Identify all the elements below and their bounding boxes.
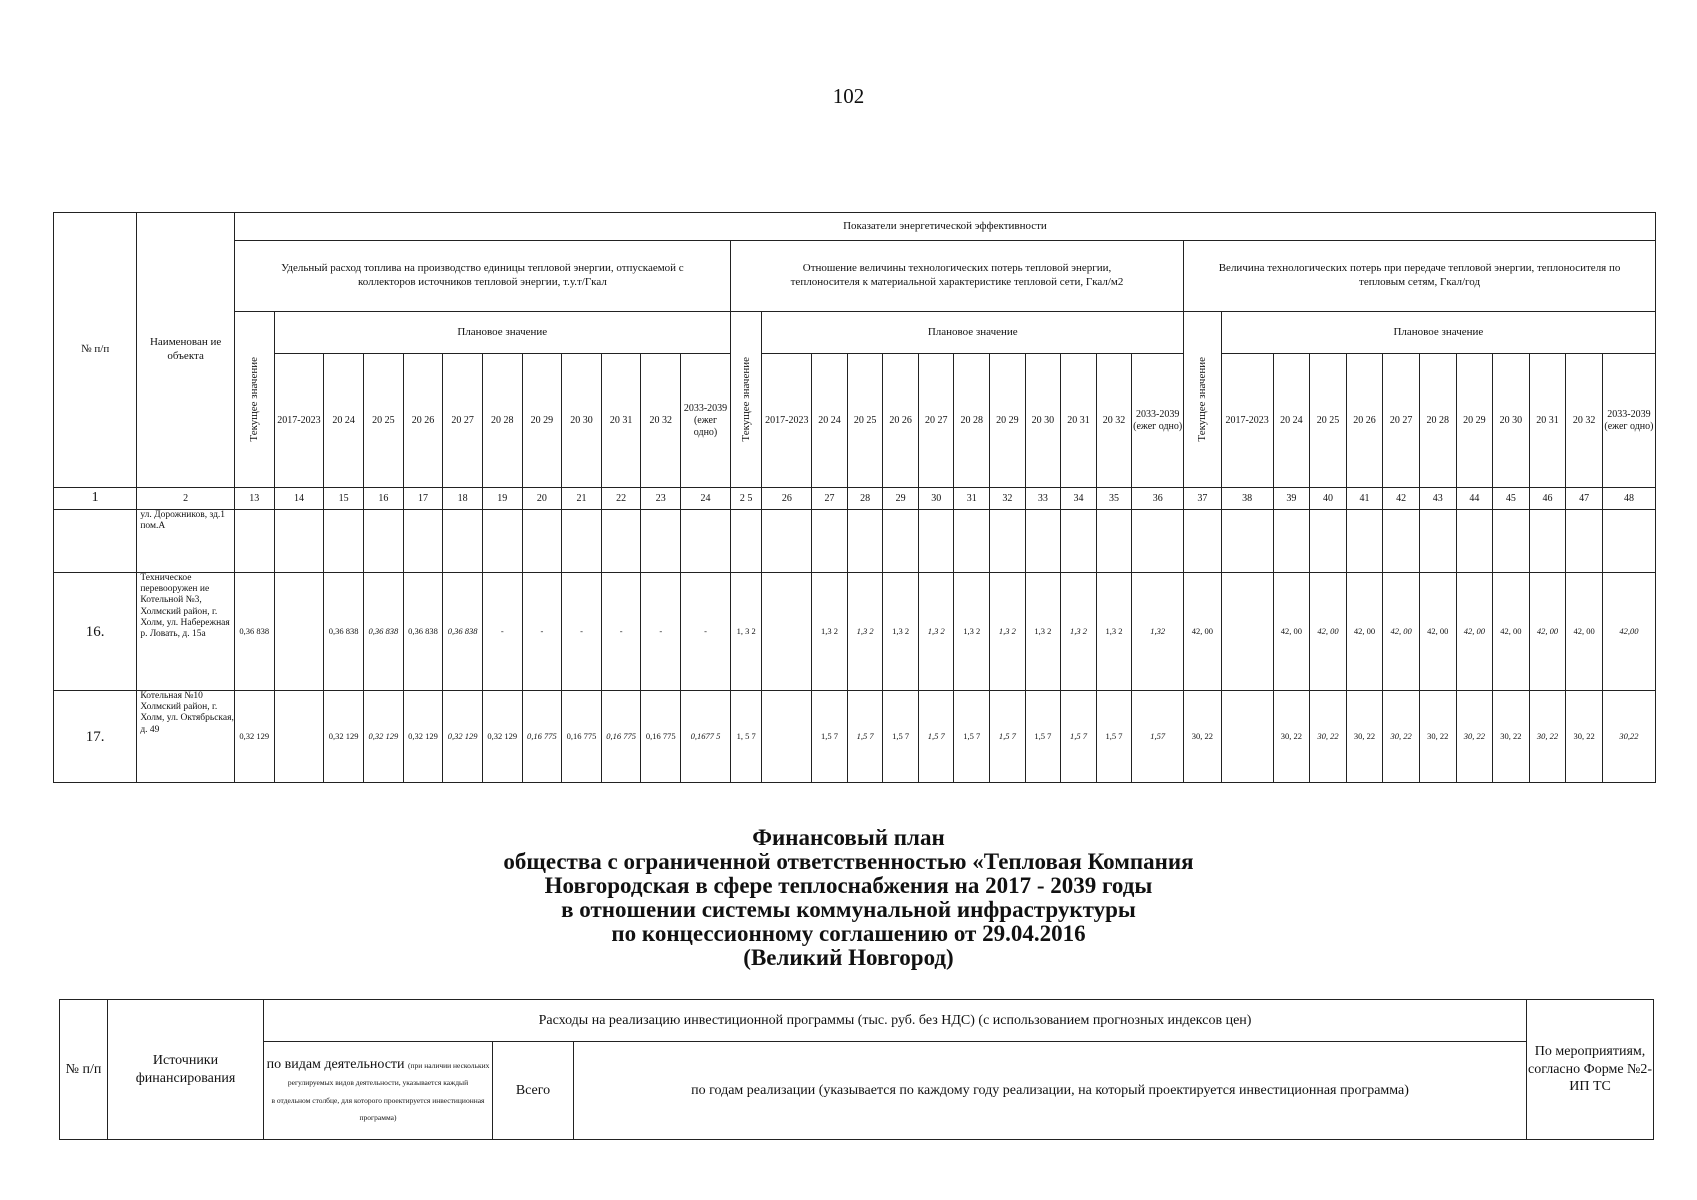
value-cell (1221, 510, 1273, 573)
value-cell: 1,3 2 (883, 573, 919, 691)
value-cell: 1,3 2 (1025, 573, 1061, 691)
value-cell: 0,16 775 (562, 691, 602, 783)
column-number: 16 (364, 488, 404, 510)
year-header: 2017-2023 (762, 354, 812, 488)
value-cell (1602, 510, 1655, 573)
value-cell (1184, 510, 1222, 573)
value-cell (482, 510, 522, 573)
current-value-header-1: Текущее значение (234, 312, 274, 488)
financial-plan-table (59, 999, 1654, 1140)
plan-value-header-3: Плановое значение (1221, 312, 1655, 354)
value-cell (274, 510, 324, 573)
column-number: 13 (234, 488, 274, 510)
value-cell: 30, 22 (1273, 691, 1310, 783)
year-header: 20 27 (918, 354, 954, 488)
by-activity-note-2: в отдельном столбце, для которого проектируется инвестиционная программа) (271, 1095, 485, 1122)
column-number: 48 (1602, 488, 1655, 510)
value-cell (681, 510, 731, 573)
value-cell: 0,32 129 (403, 691, 443, 783)
value-cell: 1, 5 7 (730, 691, 762, 783)
value-cell: 42, 00 (1346, 573, 1383, 691)
column-number: 35 (1096, 488, 1132, 510)
year-header: 20 26 (403, 354, 443, 488)
value-cell (1566, 510, 1603, 573)
value-cell (762, 573, 812, 691)
column-number: 40 (1310, 488, 1347, 510)
column-number: 2 (137, 488, 235, 510)
value-cell: 1,57 (1132, 691, 1184, 783)
value-cell: 42, 00 (1310, 573, 1347, 691)
value-cell (1061, 510, 1097, 573)
column-number: 23 (641, 488, 681, 510)
value-cell: 0,36 838 (364, 573, 404, 691)
value-cell (364, 510, 404, 573)
current-value-header-3: Текущее значение (1184, 312, 1222, 488)
column-number: 15 (324, 488, 364, 510)
value-cell (1132, 510, 1184, 573)
value-cell: 30, 22 (1346, 691, 1383, 783)
column-number: 36 (1132, 488, 1184, 510)
year-header: 20 25 (1310, 354, 1347, 488)
value-cell (762, 691, 812, 783)
section-header-fuel-consumption: Удельный расход топлива на производство единицы тепловой энергии, отпускаемой с коллекторов источников тепловой энергии, т.у.т/Гкал (234, 241, 730, 312)
by-activity-note-1: (при наличии нескольких регулируемых видов деятельности, указывается каждый (287, 1060, 490, 1087)
value-cell (762, 510, 812, 573)
value-cell: 0,32 129 (324, 691, 364, 783)
column-number: 24 (681, 488, 731, 510)
value-cell: 0,32 129 (482, 691, 522, 783)
value-cell: 42, 00 (1566, 573, 1603, 691)
value-cell: 0,36 838 (403, 573, 443, 691)
value-cell (274, 573, 324, 691)
value-cell: - (601, 573, 641, 691)
value-cell: 30, 22 (1493, 691, 1530, 783)
object-name: Котельная №10 Холмский район, г. Холм, ул. Октябрьская, д. 49 (137, 691, 235, 783)
column-number: 22 (601, 488, 641, 510)
column-number: 31 (954, 488, 990, 510)
value-cell (1346, 510, 1383, 573)
column-number: 38 (1221, 488, 1273, 510)
value-cell (847, 510, 883, 573)
column-number: 42 (1383, 488, 1420, 510)
year-header: 20 25 (364, 354, 404, 488)
year-header: 20 30 (1493, 354, 1530, 488)
column-number: 18 (443, 488, 483, 510)
value-cell: 1,5 7 (990, 691, 1026, 783)
column-number: 46 (1529, 488, 1566, 510)
column-number: 30 (918, 488, 954, 510)
year-header: 20 31 (1061, 354, 1097, 488)
column-number: 17 (403, 488, 443, 510)
value-cell: 0,36 838 (324, 573, 364, 691)
column-number: 34 (1061, 488, 1097, 510)
value-cell: 42, 00 (1456, 573, 1493, 691)
value-cell: 30, 22 (1184, 691, 1222, 783)
value-cell: 1,5 7 (812, 691, 848, 783)
financial-plan-title-line: по концессионному соглашению от 29.04.2016 (611, 921, 1086, 946)
value-cell: 1,5 7 (918, 691, 954, 783)
column-number: 33 (1025, 488, 1061, 510)
value-cell: - (641, 573, 681, 691)
value-cell: - (522, 573, 562, 691)
year-header: 20 32 (641, 354, 681, 488)
value-cell: 1,3 2 (918, 573, 954, 691)
value-cell: 0,16 775 (522, 691, 562, 783)
value-cell: - (562, 573, 602, 691)
column-header-number: № п/п (54, 213, 137, 488)
value-cell: 1,5 7 (883, 691, 919, 783)
value-cell: 42, 00 (1419, 573, 1456, 691)
financial-plan-title-line: в отношении системы коммунальной инфраструктуры (561, 897, 1136, 922)
value-cell: - (482, 573, 522, 691)
value-cell (601, 510, 641, 573)
section-header-technological-losses: Величина технологических потерь при передаче тепловой энергии, теплоносителя по тепловым сетям, Гкал/год (1184, 241, 1656, 312)
value-cell: 0,32 129 (364, 691, 404, 783)
fin-column-by-measures: По мероприятиям, согласно Форме №2-ИП ТС (1527, 1000, 1654, 1140)
financial-plan-title-line: Новгородская в сфере теплоснабжения на 2017 - 2039 годы (544, 873, 1153, 898)
value-cell: 1,3 2 (847, 573, 883, 691)
value-cell: 1,5 7 (954, 691, 990, 783)
year-header: 20 27 (443, 354, 483, 488)
value-cell: 42, 00 (1493, 573, 1530, 691)
value-cell: 0,32 129 (234, 691, 274, 783)
column-number: 41 (1346, 488, 1383, 510)
year-header: 20 29 (990, 354, 1026, 488)
year-header: 2033-2039 (ежег одно) (681, 354, 731, 488)
column-number: 14 (274, 488, 324, 510)
value-cell: 1,3 2 (990, 573, 1026, 691)
financial-plan-title (0, 826, 1697, 970)
year-header: 20 24 (324, 354, 364, 488)
value-cell: 1,5 7 (847, 691, 883, 783)
column-number: 39 (1273, 488, 1310, 510)
value-cell (1529, 510, 1566, 573)
column-number: 45 (1493, 488, 1530, 510)
value-cell: 42, 00 (1273, 573, 1310, 691)
value-cell (1310, 510, 1347, 573)
year-header: 20 31 (601, 354, 641, 488)
plan-value-header-1: Плановое значение (274, 312, 730, 354)
year-header: 20 26 (883, 354, 919, 488)
financial-plan-title-line: Финансовый план (752, 825, 945, 850)
column-number: 43 (1419, 488, 1456, 510)
value-cell (1273, 510, 1310, 573)
value-cell: - (681, 573, 731, 691)
table-row (54, 510, 1656, 573)
column-number: 2 5 (730, 488, 762, 510)
section-header-loss-ratio: Отношение величины технологических потерь тепловой энергии, теплоносителя к материальной характеристике тепловой сети, Гкал/м2 (730, 241, 1183, 312)
year-header: 20 30 (1025, 354, 1061, 488)
table-row (54, 691, 1656, 783)
year-header: 20 24 (1273, 354, 1310, 488)
fin-column-total: Всего (493, 1042, 574, 1140)
financial-plan-title-line: (Великий Новгород) (743, 945, 954, 970)
value-cell (234, 510, 274, 573)
value-cell: 42, 00 (1529, 573, 1566, 691)
year-header: 20 32 (1566, 354, 1603, 488)
value-cell (1221, 573, 1273, 691)
column-number: 37 (1184, 488, 1222, 510)
row-number (54, 510, 137, 573)
financial-plan-title-line: общества с ограниченной ответственностью «Тепловая Компания (503, 849, 1194, 874)
value-cell (990, 510, 1026, 573)
year-header: 20 29 (522, 354, 562, 488)
year-header: 2017-2023 (274, 354, 324, 488)
page-number: 102 (832, 84, 865, 108)
value-cell (1221, 691, 1273, 783)
value-cell (954, 510, 990, 573)
value-cell: 0,36 838 (234, 573, 274, 691)
plan-value-header-2: Плановое значение (762, 312, 1184, 354)
column-number: 19 (482, 488, 522, 510)
fin-column-by-years: по годам реализации (указывается по каждому году реализации, на который проектируется инвестиционная программа) (574, 1042, 1527, 1140)
value-cell: 30, 22 (1566, 691, 1603, 783)
value-cell: 0,1677 5 (681, 691, 731, 783)
value-cell (443, 510, 483, 573)
table-row (54, 573, 1656, 691)
row-number: 16. (54, 573, 137, 691)
column-number: 32 (990, 488, 1026, 510)
column-number: 21 (562, 488, 602, 510)
value-cell (522, 510, 562, 573)
value-cell: 30, 22 (1529, 691, 1566, 783)
column-number: 28 (847, 488, 883, 510)
fin-column-number: № п/п (60, 1000, 108, 1140)
value-cell (883, 510, 919, 573)
column-number: 29 (883, 488, 919, 510)
value-cell (1383, 510, 1420, 573)
year-header: 20 31 (1529, 354, 1566, 488)
value-cell (274, 691, 324, 783)
value-cell (1493, 510, 1530, 573)
fin-column-sources: Источники финансирования (108, 1000, 264, 1140)
value-cell: 1,3 2 (1061, 573, 1097, 691)
value-cell (730, 510, 762, 573)
current-value-header-2: Текущее значение (730, 312, 762, 488)
value-cell: 0,32 129 (443, 691, 483, 783)
year-header: 20 28 (1419, 354, 1456, 488)
value-cell: 30, 22 (1419, 691, 1456, 783)
year-header: 20 28 (954, 354, 990, 488)
value-cell: 1,3 2 (954, 573, 990, 691)
fin-column-expenses: Расходы на реализацию инвестиционной программы (тыс. руб. без НДС) (с использованием прогнозных индексов цен) (264, 1000, 1527, 1042)
value-cell (1419, 510, 1456, 573)
column-number: 1 (54, 488, 137, 510)
row-number: 17. (54, 691, 137, 783)
value-cell (324, 510, 364, 573)
value-cell: 1,5 7 (1061, 691, 1097, 783)
value-cell: 0,36 838 (443, 573, 483, 691)
value-cell: 1,5 7 (1025, 691, 1061, 783)
year-header: 20 32 (1096, 354, 1132, 488)
column-number: 47 (1566, 488, 1603, 510)
energy-efficiency-table (53, 212, 1656, 783)
year-header: 20 27 (1383, 354, 1420, 488)
year-header: 2017-2023 (1221, 354, 1273, 488)
value-cell: 30, 22 (1383, 691, 1420, 783)
year-header: 20 26 (1346, 354, 1383, 488)
value-cell (918, 510, 954, 573)
year-header: 20 25 (847, 354, 883, 488)
value-cell: 0,16 775 (641, 691, 681, 783)
value-cell: 30, 22 (1456, 691, 1493, 783)
value-cell: 1,3 2 (812, 573, 848, 691)
value-cell (403, 510, 443, 573)
year-header: 20 29 (1456, 354, 1493, 488)
value-cell: 1,3 2 (1096, 573, 1132, 691)
value-cell: 42,00 (1602, 573, 1655, 691)
column-number: 26 (762, 488, 812, 510)
value-cell (1096, 510, 1132, 573)
value-cell: 30, 22 (1310, 691, 1347, 783)
year-header: 20 24 (812, 354, 848, 488)
object-name: Техническое перевооружен ие Котельной №3, Холмский район, г. Холм, ул. Набережная р. Ловать, д. 15а (137, 573, 235, 691)
value-cell (1456, 510, 1493, 573)
column-number: 20 (522, 488, 562, 510)
year-header: 2033-2039 (ежег одно) (1602, 354, 1655, 488)
column-number: 27 (812, 488, 848, 510)
value-cell: 0,16 775 (601, 691, 641, 783)
object-name: ул. Дорожников, зд.1 пом.А (137, 510, 235, 573)
fin-column-by-activity (264, 1042, 493, 1140)
year-header: 20 28 (482, 354, 522, 488)
value-cell: 42, 00 (1184, 573, 1222, 691)
value-cell: 42, 00 (1383, 573, 1420, 691)
value-cell: 30,22 (1602, 691, 1655, 783)
value-cell: 1,5 7 (1096, 691, 1132, 783)
value-cell (1025, 510, 1061, 573)
column-header-object-name: Наименован ие объекта (137, 213, 235, 488)
group-header-energy-efficiency: Показатели энергетической эффективности (234, 213, 1655, 241)
value-cell: 1, 3 2 (730, 573, 762, 691)
value-cell (812, 510, 848, 573)
value-cell: 1,32 (1132, 573, 1184, 691)
column-number: 44 (1456, 488, 1493, 510)
value-cell (641, 510, 681, 573)
by-activity-label: по видам деятельности (266, 1056, 405, 1072)
year-header: 2033-2039 (ежег одно) (1132, 354, 1184, 488)
value-cell (562, 510, 602, 573)
year-header: 20 30 (562, 354, 602, 488)
